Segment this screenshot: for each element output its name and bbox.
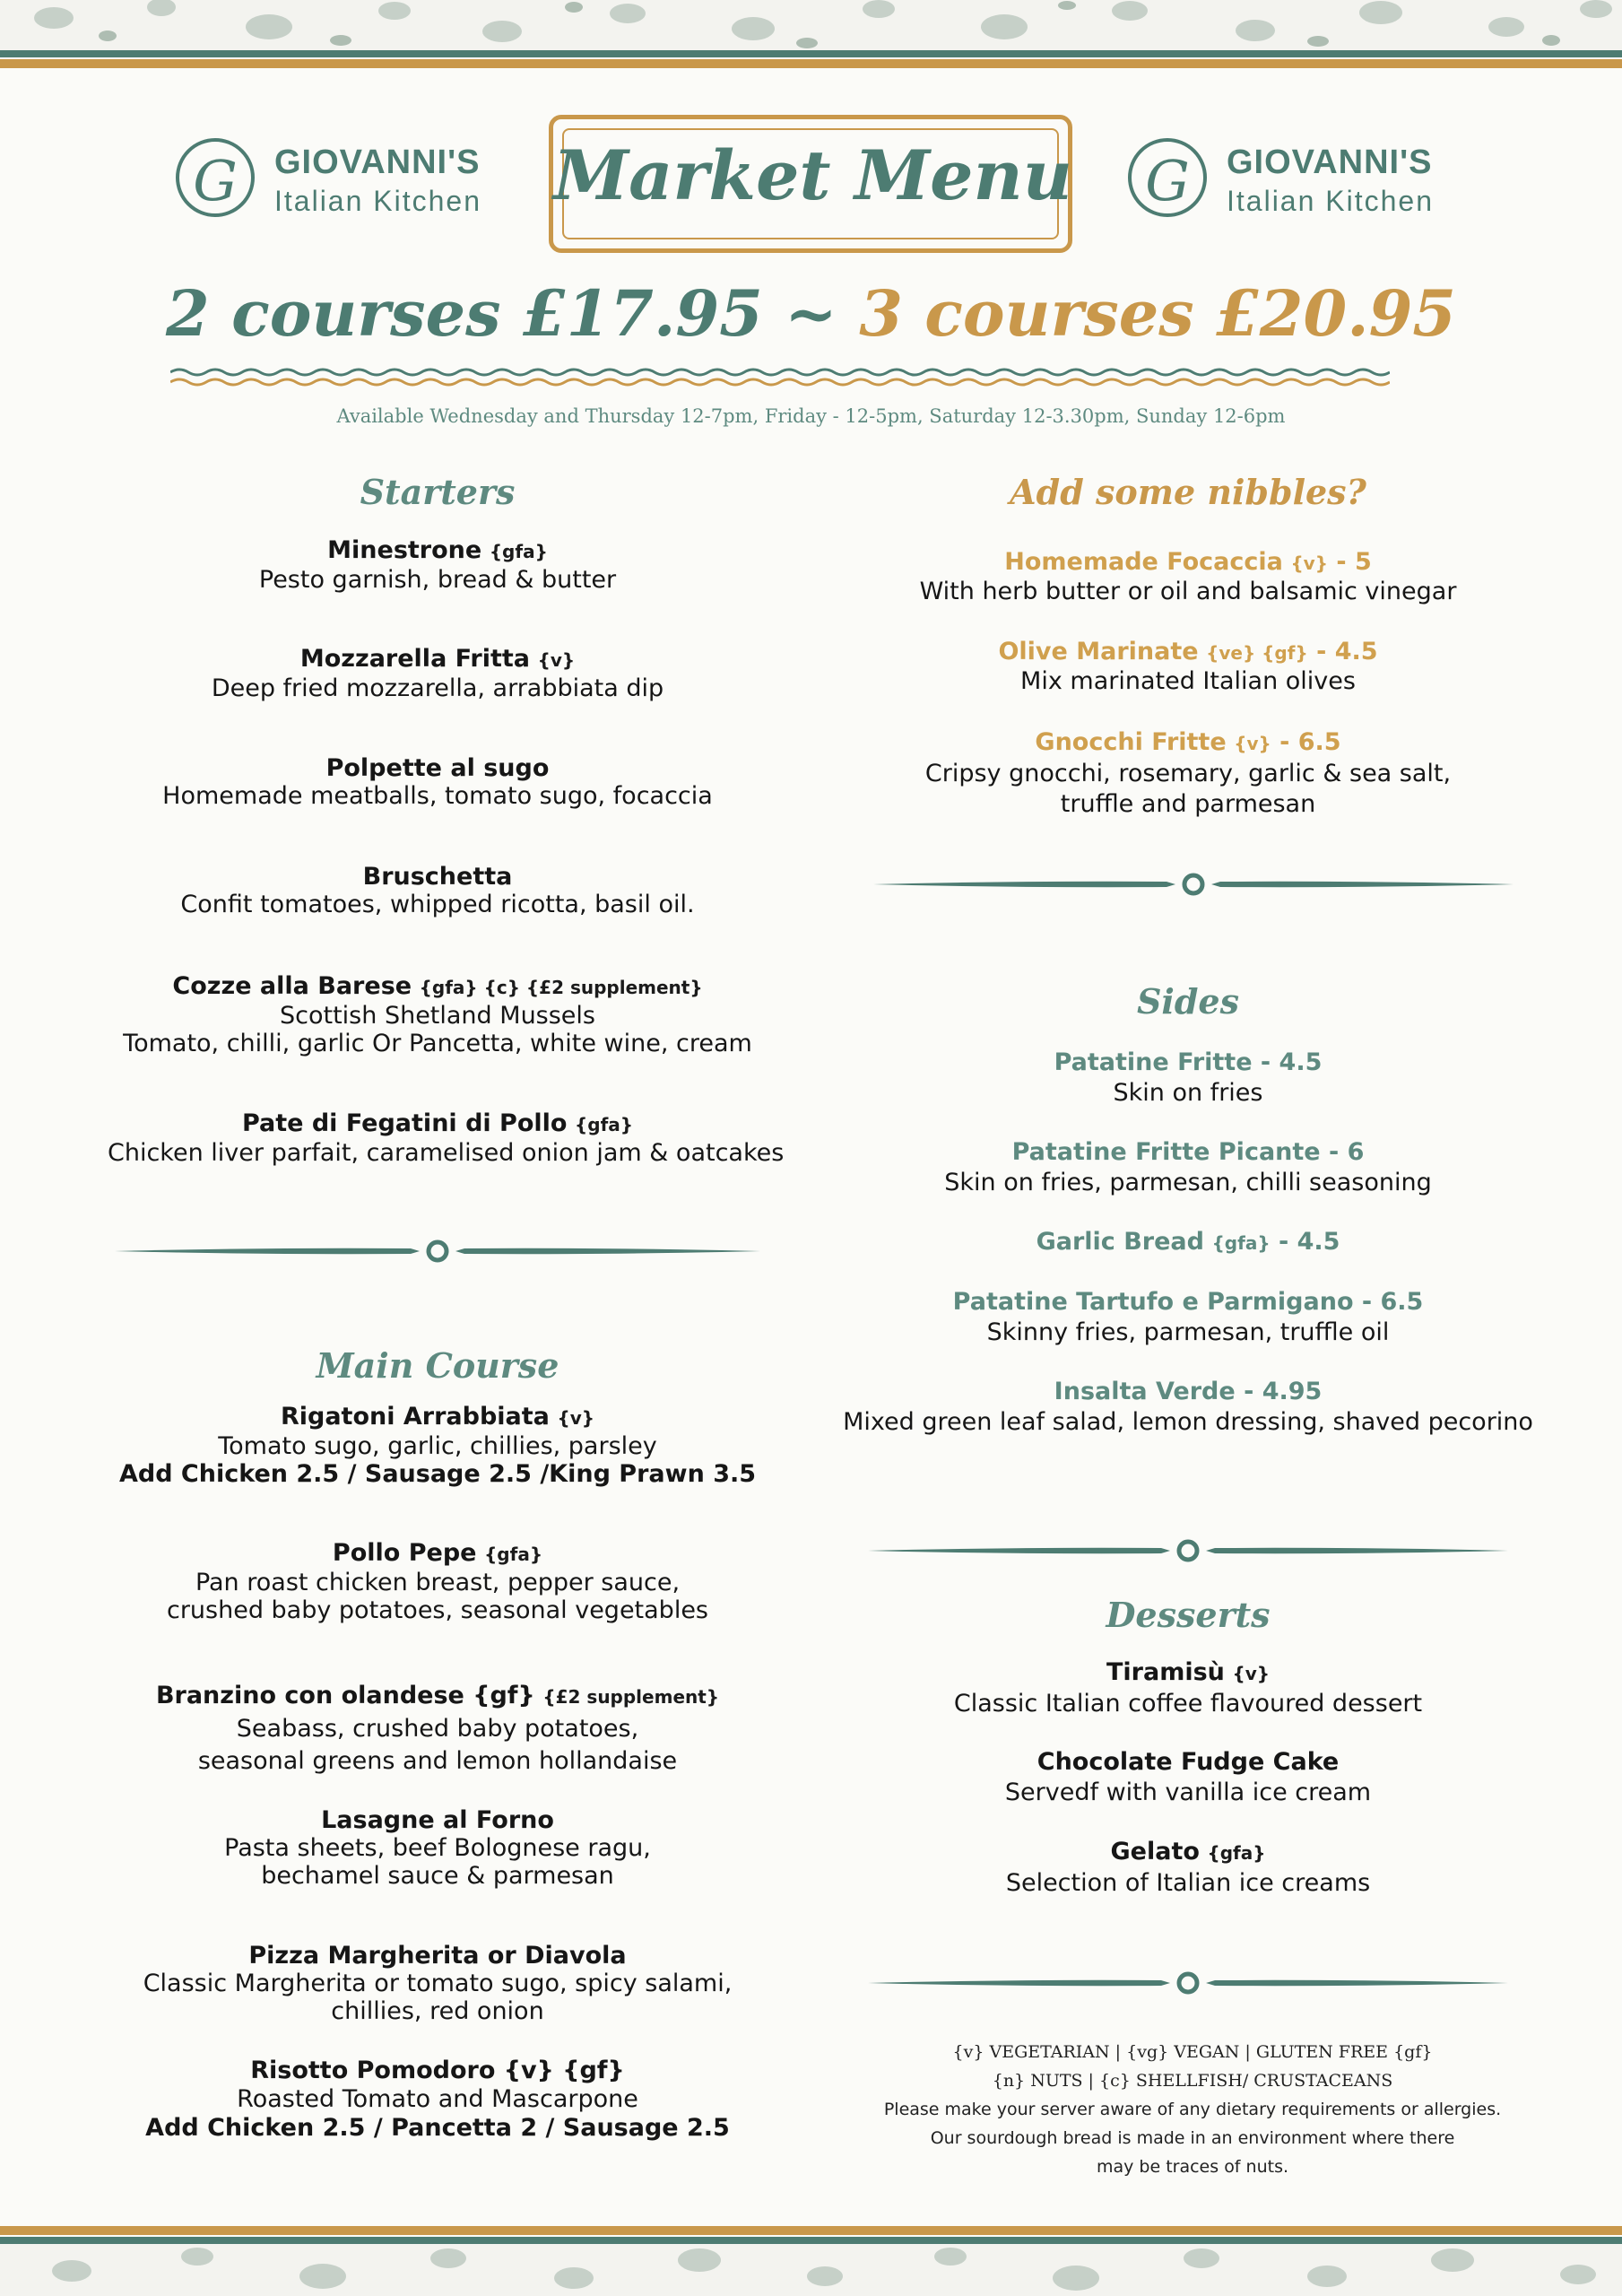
item-tag: {gfa} — [1211, 1232, 1271, 1254]
legend-line: {v} VEGETARIAN | {vg} VEGAN | GLUTEN FREE {gf} — [952, 2042, 1433, 2062]
dessert-item — [825, 1837, 1551, 1899]
item-desc: Tomato, chilli, garlic Or Pancetta, white wine, cream — [123, 1030, 752, 1057]
item-name: Branzino con olandese {gf} — [155, 1682, 535, 1709]
menu-title: Market Menu — [553, 135, 1072, 215]
item-desc: Mixed green leaf salad, lemon dressing, shaved pecorino — [843, 1408, 1533, 1436]
main-item — [108, 1539, 768, 1624]
item-name: Risotto Pomodoro {v} {gf} — [250, 2057, 625, 2084]
item-tag: {gfa} — [1207, 1842, 1266, 1864]
item-name: Mozzarella Fritta — [299, 645, 531, 673]
item-desc: Pan roast chicken breast, pepper sauce, — [195, 1569, 681, 1596]
starters-heading: Starters — [360, 472, 516, 512]
starter-item — [108, 1109, 785, 1167]
starter-item — [108, 972, 768, 1057]
item-name: Rigatoni Arrabbiata — [280, 1403, 550, 1431]
dietary-legend — [861, 2038, 1524, 2181]
item-desc: Mix marinated Italian olives — [1020, 667, 1356, 695]
price-separator: ~ — [785, 276, 837, 351]
item-name: Patatine Fritte - 4.5 — [1054, 1048, 1323, 1076]
item-tag: {v} — [1232, 1663, 1270, 1684]
item-desc: Roasted Tomato and Mascarpone — [237, 2085, 638, 2113]
item-price: - 4.5 — [1270, 1228, 1340, 1256]
item-name: Insalta Verde - 4.95 — [1054, 1378, 1323, 1405]
dessert-item — [825, 1657, 1551, 1719]
right-column — [825, 0, 1551, 2224]
item-desc: Servedf with vanilla ice cream — [1004, 1779, 1372, 1806]
terrazzo-dots — [0, 2244, 1622, 2296]
item-tag: {v} — [537, 649, 576, 671]
section-divider — [115, 1238, 760, 1265]
logo-subtitle: Italian Kitchen — [1227, 185, 1435, 217]
section-divider — [873, 871, 1514, 898]
side-item — [825, 1048, 1551, 1109]
item-tag: {v} — [1290, 552, 1328, 574]
item-name: Gnocchi Fritte — [1035, 728, 1227, 756]
item-name: Patatine Fritte Picante - 6 — [1011, 1138, 1365, 1166]
starter-item — [108, 645, 768, 702]
sides-heading: Sides — [1136, 981, 1240, 1022]
item-desc: chillies, red onion — [331, 1997, 544, 2025]
item-name: Polpette al sugo — [325, 754, 550, 782]
allergy-note: Our sourdough bread is made in an environment where there — [930, 2128, 1455, 2148]
terrazzo-bottom-pattern — [0, 2244, 1622, 2296]
item-tag: {£2 supplement} — [542, 1686, 720, 1708]
logo-g-emblem: G — [176, 138, 255, 217]
item-name: Pizza Margherita or Diavola — [248, 1942, 627, 1970]
item-addons: Add Chicken 2.5 / Sausage 2.5 /King Prawn 3.5 — [118, 1460, 757, 1488]
item-addons: Add Chicken 2.5 / Pancetta 2 / Sausage 2.5 — [145, 2114, 730, 2142]
two-course-price: 2 courses £17.95 — [166, 276, 763, 351]
item-tag: {gfa} — [484, 1544, 543, 1565]
item-desc: Classic Margherita or tomato sugo, spicy salami, — [143, 1970, 733, 1997]
item-name: Lasagne al Forno — [321, 1806, 554, 1834]
item-desc: Skinny fries, parmesan, truffle oil — [986, 1318, 1390, 1346]
side-item — [825, 1287, 1551, 1348]
item-desc: Scottish Shetland Mussels — [280, 1002, 595, 1030]
main-item — [108, 1806, 768, 1890]
main-item — [108, 1403, 768, 1488]
section-divider — [868, 1970, 1508, 1996]
item-desc: Deep fried mozzarella, arrabbiata dip — [211, 674, 664, 702]
item-name: Minestrone — [327, 536, 482, 564]
item-desc: Selection of Italian ice creams — [1005, 1869, 1371, 1897]
item-name: Pate di Fegatini di Pollo — [241, 1109, 568, 1137]
logo-subtitle: Italian Kitchen — [274, 185, 482, 217]
item-name: Gelato — [1110, 1838, 1200, 1866]
item-name: Tiramisù — [1106, 1658, 1225, 1686]
desserts-heading: Desserts — [1106, 1595, 1271, 1635]
item-name: Bruschetta — [362, 863, 513, 891]
item-desc: Seabass, crushed baby potatoes, — [236, 1715, 639, 1743]
nibble-item — [825, 638, 1551, 695]
item-desc: seasonal greens and lemon hollandaise — [197, 1747, 678, 1775]
logo-g-emblem: G — [1128, 138, 1207, 217]
item-desc: With herb butter or oil and balsamic vinegar — [919, 578, 1457, 605]
legend-line: {n} NUTS | {c} SHELLFISH/ CRUSTACEANS — [992, 2071, 1393, 2091]
allergy-note: Please make your server aware of any dietary requirements or allergies. — [883, 2100, 1502, 2119]
section-divider — [868, 1537, 1508, 1564]
item-name: Garlic Bread — [1036, 1228, 1204, 1256]
item-desc: Skin on fries — [1113, 1079, 1263, 1107]
item-name: Chocolate Fudge Cake — [1037, 1748, 1340, 1776]
nibble-item — [825, 548, 1551, 605]
item-desc: Chicken liver parfait, caramelised onion jam & oatcakes — [108, 1139, 785, 1167]
item-desc: truffle and parmesan — [1060, 790, 1316, 818]
main-course-heading: Main Course — [316, 1345, 559, 1386]
nibble-item — [825, 727, 1551, 820]
logo-name: GIOVANNI'S — [274, 144, 481, 181]
item-price: - 5 — [1327, 548, 1372, 576]
item-desc: crushed baby potatoes, seasonal vegetables — [166, 1596, 709, 1624]
left-column — [108, 0, 785, 2224]
item-tag: {gfa} — [575, 1114, 634, 1135]
main-item — [108, 2057, 768, 2143]
item-desc: Pasta sheets, beef Bolognese ragu, — [224, 1834, 651, 1862]
item-name: Cozze alla Barese — [172, 972, 412, 1000]
item-desc: Cripsy gnocchi, rosemary, garlic & sea salt, — [924, 760, 1452, 787]
starter-item — [108, 863, 768, 918]
item-name: Homemade Focaccia — [1004, 548, 1283, 576]
availability-text: Available Wednesday and Thursday 12-7pm, Friday - 12-5pm, Saturday 12-3.30pm, Sunday 12-6pm — [336, 405, 1286, 427]
item-name: Olive Marinate — [998, 638, 1199, 665]
side-item — [825, 1137, 1551, 1198]
side-item — [825, 1377, 1551, 1438]
item-price: - 6.5 — [1271, 728, 1341, 756]
item-desc: Homemade meatballs, tomato sugo, focaccia — [162, 782, 713, 810]
main-item — [108, 1942, 768, 2025]
three-course-price: 3 courses £20.95 — [859, 276, 1456, 351]
item-name: Pollo Pepe — [332, 1539, 477, 1567]
item-tag: {ve} {gf} — [1206, 642, 1308, 664]
item-desc: Pesto garnish, bread & butter — [258, 566, 617, 594]
item-price: - 4.5 — [1307, 638, 1378, 665]
item-desc: Confit tomatoes, whipped ricotta, basil oil. — [180, 891, 695, 918]
item-tag: {v} — [1234, 733, 1271, 754]
side-item — [825, 1227, 1551, 1258]
item-desc: bechamel sauce & parmesan — [261, 1862, 614, 1890]
item-desc: Classic Italian coffee flavoured dessert — [953, 1690, 1423, 1718]
dessert-item — [825, 1747, 1551, 1808]
nibbles-heading: Add some nibbles? — [1010, 472, 1366, 512]
bottom-green-stripe — [0, 2237, 1622, 2244]
item-desc: Skin on fries, parmesan, chilli seasoning — [944, 1169, 1432, 1196]
item-tag: {v} — [557, 1407, 595, 1429]
bottom-gold-stripe — [0, 2226, 1622, 2235]
item-desc: Tomato sugo, garlic, chillies, parsley — [218, 1432, 657, 1460]
starter-item — [108, 754, 768, 810]
allergy-note: may be traces of nuts. — [1096, 2157, 1289, 2177]
starter-item — [108, 536, 768, 594]
item-name: Patatine Tartufo e Parmigano - 6.5 — [952, 1288, 1424, 1316]
item-tag: {gfa} — [489, 541, 548, 562]
logo-name: GIOVANNI'S — [1227, 144, 1433, 181]
item-tag: {gfa} {c} {£2 supplement} — [419, 977, 703, 998]
main-item — [108, 1680, 768, 1778]
